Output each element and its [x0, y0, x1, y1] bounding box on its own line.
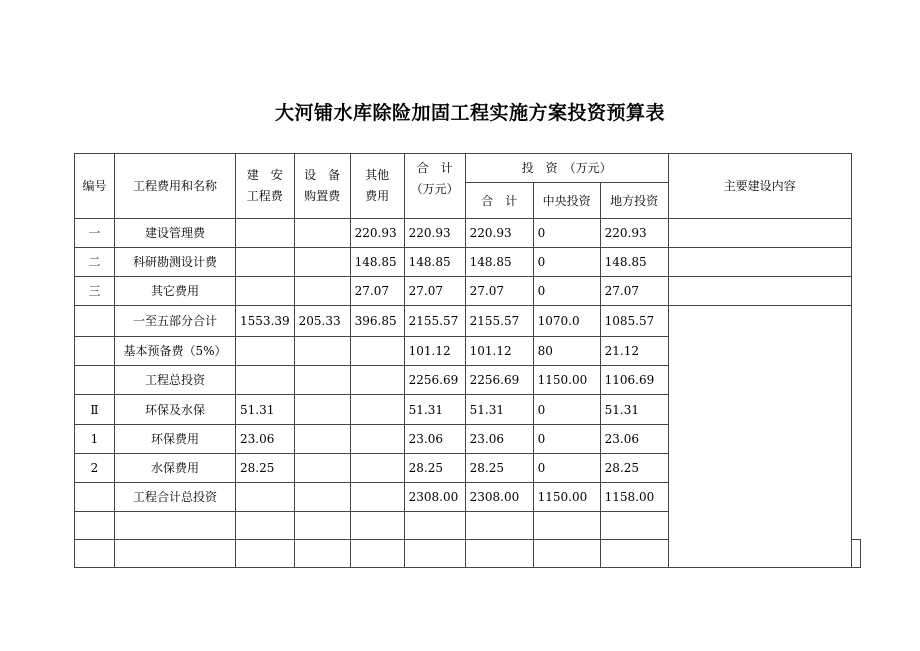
empty-cell — [465, 540, 533, 568]
cell-other — [350, 395, 404, 425]
cell-inv-total: 2256.69 — [465, 366, 533, 395]
cell-no — [75, 366, 115, 395]
header-inv-total: 合 计 — [465, 183, 533, 219]
cell-central: 1150.00 — [533, 483, 600, 512]
cell-other: 220.93 — [350, 219, 404, 248]
cell-shebei — [294, 425, 350, 454]
cell-name: 其它费用 — [115, 277, 236, 306]
header-content: 主要建设内容 — [668, 154, 851, 219]
header-shebei-line1: 设 备 — [304, 168, 341, 182]
cell-central: 0 — [533, 454, 600, 483]
header-jianan-line2: 工程费 — [246, 189, 283, 203]
cell-inv-total: 220.93 — [465, 219, 533, 248]
cell-shebei — [294, 483, 350, 512]
cell-central: 0 — [533, 425, 600, 454]
cell-shebei: 205.33 — [294, 306, 350, 337]
cell-other — [350, 454, 404, 483]
cell-shebei — [294, 454, 350, 483]
empty-cell — [404, 540, 465, 568]
cell-name: 建设管理费 — [115, 219, 236, 248]
empty-cell — [236, 512, 295, 540]
cell-no — [75, 337, 115, 366]
cell-jianan: 28.25 — [236, 454, 295, 483]
empty-cell — [600, 512, 668, 540]
cell-other: 148.85 — [350, 248, 404, 277]
cell-name: 科研勘测设计费 — [115, 248, 236, 277]
empty-cell — [350, 512, 404, 540]
empty-cell — [75, 512, 115, 540]
cell-name: 环保及水保 — [115, 395, 236, 425]
cell-name: 环保费用 — [115, 425, 236, 454]
header-name: 工程费用和名称 — [115, 154, 236, 219]
cell-no: 三 — [75, 277, 115, 306]
cell-central: 0 — [533, 219, 600, 248]
cell-local: 1106.69 — [600, 366, 668, 395]
cell-no: Ⅱ — [75, 395, 115, 425]
cell-no — [75, 483, 115, 512]
cell-other — [350, 366, 404, 395]
empty-cell — [851, 540, 860, 568]
cell-content — [668, 277, 851, 306]
cell-jianan — [236, 366, 295, 395]
empty-cell — [115, 540, 236, 568]
cell-inv-total: 51.31 — [465, 395, 533, 425]
header-total-line2: （万元） — [410, 182, 459, 196]
cell-jianan — [236, 219, 295, 248]
cell-inv-total: 101.12 — [465, 337, 533, 366]
cell-local: 1158.00 — [600, 483, 668, 512]
cell-jianan — [236, 337, 295, 366]
cell-shebei — [294, 395, 350, 425]
cell-inv-total: 27.07 — [465, 277, 533, 306]
cell-inv-total: 23.06 — [465, 425, 533, 454]
table-row — [75, 277, 861, 306]
cell-central: 1070.0 — [533, 306, 600, 337]
cell-no: 1 — [75, 425, 115, 454]
cell-shebei — [294, 219, 350, 248]
cell-total: 28.25 — [404, 454, 465, 483]
table-row — [75, 248, 861, 277]
cell-other: 27.07 — [350, 277, 404, 306]
page-title: 大河铺水库除险加固工程实施方案投资预算表 — [274, 102, 665, 124]
cell-total: 23.06 — [404, 425, 465, 454]
cell-jianan: 1553.39 — [236, 306, 295, 337]
cell-inv-total: 2155.57 — [465, 306, 533, 337]
cell-local: 23.06 — [600, 425, 668, 454]
header-no: 编号 — [75, 154, 115, 219]
empty-cell — [236, 540, 295, 568]
cell-content-merged — [668, 306, 851, 568]
cell-other — [350, 337, 404, 366]
cell-total: 51.31 — [404, 395, 465, 425]
cell-inv-total: 28.25 — [465, 454, 533, 483]
cell-jianan — [236, 248, 295, 277]
cell-local: 21.12 — [600, 337, 668, 366]
cell-central: 0 — [533, 248, 600, 277]
cell-other — [350, 425, 404, 454]
empty-cell — [294, 540, 350, 568]
cell-other: 396.85 — [350, 306, 404, 337]
table-body — [75, 154, 861, 568]
header-central: 中央投资 — [533, 183, 600, 219]
cell-total: 101.12 — [404, 337, 465, 366]
cell-inv-total: 2308.00 — [465, 483, 533, 512]
cell-no: 一 — [75, 219, 115, 248]
empty-cell — [404, 512, 465, 540]
budget-table — [74, 153, 861, 568]
cell-shebei — [294, 337, 350, 366]
cell-local: 27.07 — [600, 277, 668, 306]
cell-central: 1150.00 — [533, 366, 600, 395]
cell-local: 1085.57 — [600, 306, 668, 337]
cell-total: 2308.00 — [404, 483, 465, 512]
cell-name: 一至五部分合计 — [115, 306, 236, 337]
empty-cell — [115, 512, 236, 540]
header-local: 地方投资 — [600, 183, 668, 219]
cell-central: 0 — [533, 277, 600, 306]
cell-central: 80 — [533, 337, 600, 366]
cell-total: 220.93 — [404, 219, 465, 248]
cell-jianan: 23.06 — [236, 425, 295, 454]
cell-name: 基本预备费（5%） — [115, 337, 236, 366]
header-total — [404, 154, 465, 219]
table-row — [75, 219, 861, 248]
cell-total: 27.07 — [404, 277, 465, 306]
header-other-line1: 其他 — [365, 168, 390, 182]
cell-total: 148.85 — [404, 248, 465, 277]
cell-name: 水保费用 — [115, 454, 236, 483]
header-invest: 投 资 （万元） — [465, 154, 668, 183]
empty-cell — [350, 540, 404, 568]
cell-central: 0 — [533, 395, 600, 425]
cell-local: 148.85 — [600, 248, 668, 277]
cell-local: 51.31 — [600, 395, 668, 425]
header-jianan — [236, 154, 295, 219]
header-other — [350, 154, 404, 219]
header-shebei — [294, 154, 350, 219]
cell-jianan — [236, 483, 295, 512]
cell-local: 220.93 — [600, 219, 668, 248]
header-row-1 — [75, 154, 861, 183]
empty-cell — [75, 540, 115, 568]
cell-total: 2256.69 — [404, 366, 465, 395]
empty-cell — [294, 512, 350, 540]
cell-jianan — [236, 277, 295, 306]
cell-inv-total: 148.85 — [465, 248, 533, 277]
empty-cell — [533, 512, 600, 540]
cell-total: 2155.57 — [404, 306, 465, 337]
empty-cell — [465, 512, 533, 540]
cell-name: 工程总投资 — [115, 366, 236, 395]
table-row — [75, 306, 861, 337]
cell-shebei — [294, 248, 350, 277]
cell-no: 2 — [75, 454, 115, 483]
header-other-line2: 费用 — [365, 189, 390, 203]
cell-shebei — [294, 277, 350, 306]
cell-other — [350, 483, 404, 512]
cell-shebei — [294, 366, 350, 395]
cell-name: 工程合计总投资 — [115, 483, 236, 512]
cell-no — [75, 306, 115, 337]
cell-local: 28.25 — [600, 454, 668, 483]
empty-cell — [533, 540, 600, 568]
header-total-line1: 合 计 — [416, 161, 453, 175]
cell-no: 二 — [75, 248, 115, 277]
empty-cell — [600, 540, 668, 568]
header-jianan-line1: 建 安 — [246, 168, 283, 182]
cell-content — [668, 219, 851, 248]
header-shebei-line2: 购置费 — [304, 189, 341, 203]
cell-content — [668, 248, 851, 277]
cell-jianan: 51.31 — [236, 395, 295, 425]
